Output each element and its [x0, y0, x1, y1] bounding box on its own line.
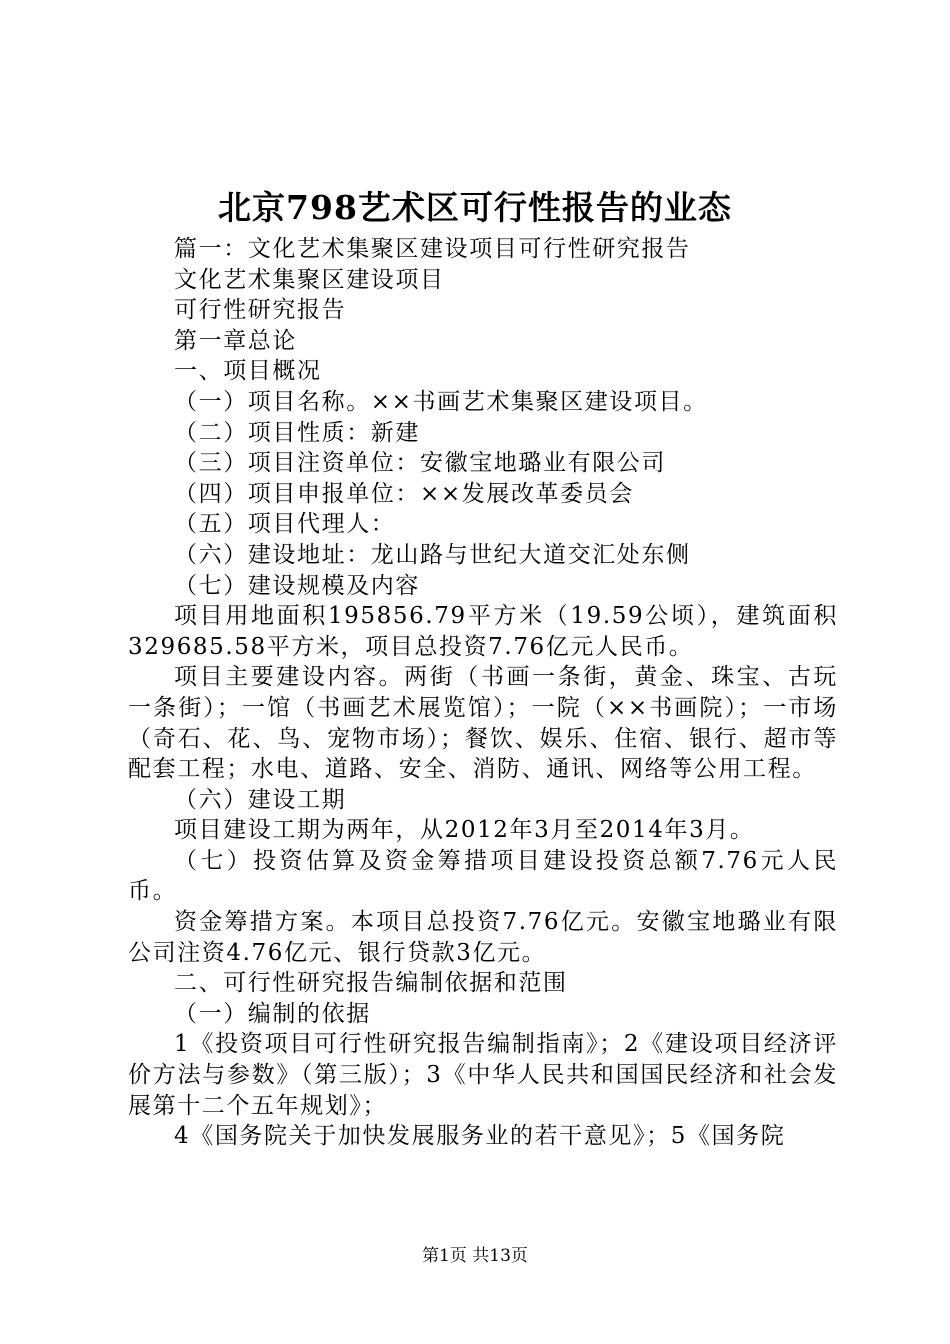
paragraph: 4《国务院关于加快发展服务业的若干意见》；5《国务院: [174, 1123, 786, 1150]
page-number-footer: 第1页 共13页: [422, 1246, 528, 1266]
paragraph: 项目主要建设内容。两街（书画一条街，黄金、珠宝、古玩一条街）；一馆（书画艺术展览馆）；一院（××书画院）；一市场（奇石、花、鸟、宠物市场）；餐饮、娱乐、住宿、银行、超市等配套工程；水电、道路、安全、消防、通讯、网络等公用工程。: [128, 664, 838, 783]
paragraph: （七）投资估算及资金筹措项目建设投资总额7.76元人民币。: [128, 847, 838, 905]
paragraph: （五）项目代理人：: [174, 511, 396, 538]
paragraph: （二）项目性质：新建: [174, 419, 420, 446]
paragraph: （三）项目注资单位：安徽宝地璐业有限公司: [174, 450, 666, 477]
paragraph: （六）建设地址：龙山路与世纪大道交汇处东侧: [174, 541, 691, 568]
paragraph: 可行性研究报告: [174, 297, 347, 324]
paragraph: 文化艺术集聚区建设项目: [174, 266, 445, 293]
paragraph: 1《投资项目可行性研究报告编制指南》；2《建设项目经济评价方法与参数》（第三版）；3《中华人民共和国国民经济和社会发展第十二个五年规划》；: [128, 1031, 838, 1119]
paragraph: 项目建设工期为两年，从2012年3月至2014年3月。: [174, 817, 755, 844]
document-body: [128, 234, 838, 1152]
document-title: 北京798艺术区可行性报告的业态: [218, 188, 732, 227]
paragraph: （六）建设工期: [174, 786, 347, 813]
paragraph: （四）项目申报单位：××发展改革委员会: [174, 480, 634, 507]
paragraph: 篇一：文化艺术集聚区建设项目可行性研究报告: [174, 236, 691, 262]
paragraph: 项目用地面积195856.79平方米（19.59公顷），建筑面积329685.58平方米，项目总投资7.76亿元人民币。: [128, 603, 838, 660]
paragraph: 第一章总论: [174, 327, 297, 354]
paragraph: 二、可行性研究报告编制依据和范围: [174, 970, 568, 997]
paragraph: （七）建设规模及内容: [174, 572, 420, 599]
paragraph: 资金筹措方案。本项目总投资7.76亿元。安徽宝地璐业有限公司注资4.76亿元、银行贷款3亿元。: [128, 909, 838, 966]
paragraph: 一、项目概况: [174, 358, 322, 385]
paragraph: （一）编制的依据: [174, 1000, 371, 1027]
paragraph: （一）项目名称。××书画艺术集聚区建设项目。: [174, 388, 708, 415]
